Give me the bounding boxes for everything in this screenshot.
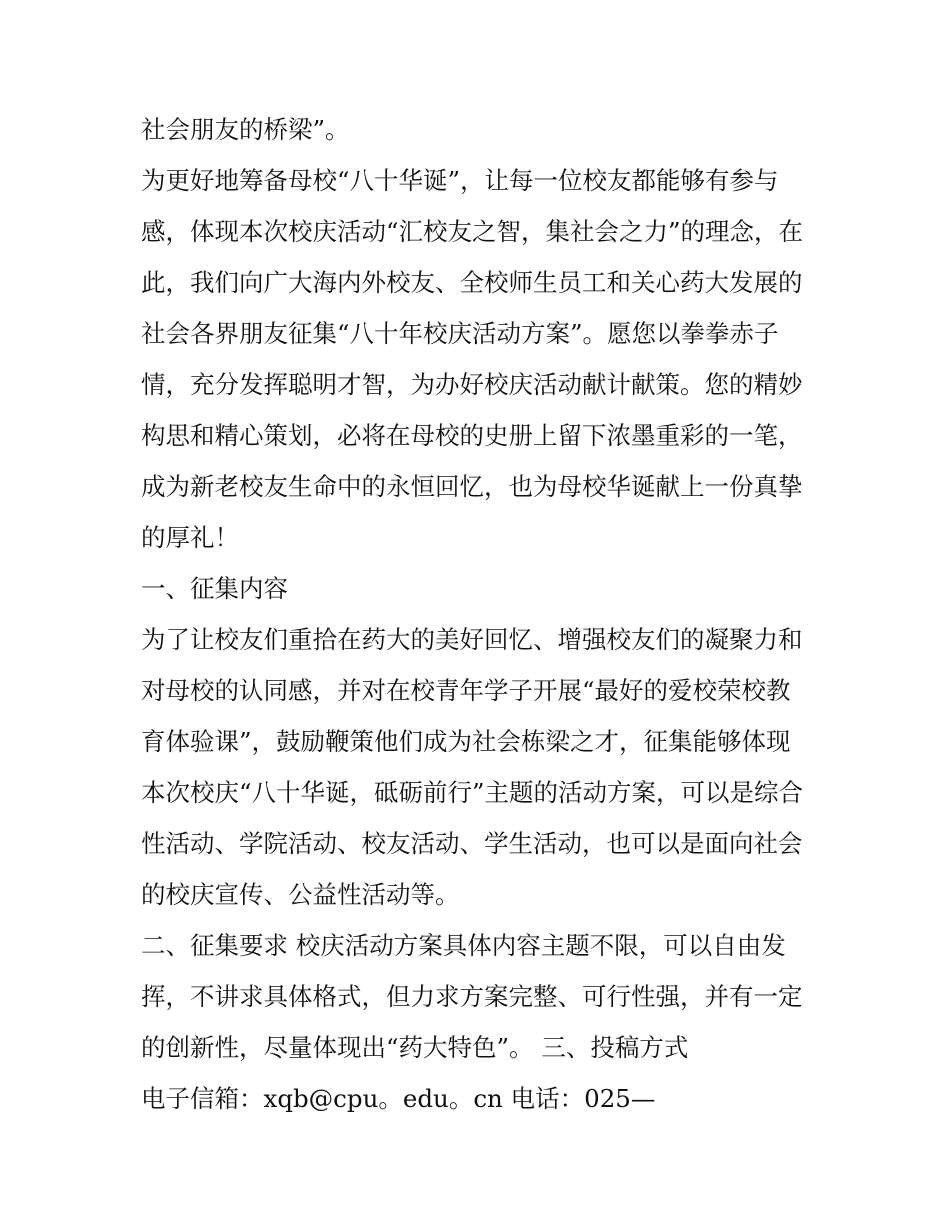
text-line: 本次校庆“八十华诞，砥砺前行”主题的活动方案，可以是综合 <box>141 778 804 807</box>
text-line: 成为新老校友生命中的永恒回忆，也为母校华诞献上一份真挚 <box>141 472 803 501</box>
text-line: 挥，不讲求具体格式，但力求方案完整、可行性强，并有一定 <box>141 982 803 1011</box>
text-line: 感，体现本次校庆活动“汇校友之智，集社会之力”的理念，在 <box>141 217 804 246</box>
section-heading-collection-requirements: 二、征集要求 校庆活动方案具体内容主题不限，可以自由发 <box>141 931 786 960</box>
text-line: 情，充分发挥聪明才智，为办好校庆活动献计献策。您的精妙 <box>141 370 803 399</box>
document-body <box>141 104 821 1124</box>
text-line: 对母校的认同感，并对在校青年学子开展“最好的爱校荣校教 <box>141 676 791 705</box>
contact-line: 电子信箱：xqb@cpu。edu。cn 电话：025— <box>141 1084 656 1113</box>
text-line: 此，我们向广大海内外校友、全校师生员工和关心药大发展的 <box>141 268 803 297</box>
text-line: 构思和精心策划，必将在母校的史册上留下浓墨重彩的一笔， <box>141 421 803 450</box>
text-line: 育体验课”，鼓励鞭策他们成为社会栋梁之才，征集能够体现 <box>141 727 791 756</box>
text-line: 性活动、学院活动、校友活动、学生活动，也可以是面向社会 <box>141 829 803 858</box>
text-line: 社会各界朋友征集“八十年校庆活动方案”。愿您以拳拳赤子 <box>141 319 779 348</box>
text-line: 的厚礼！ <box>141 523 239 552</box>
text-line: 为了让校友们重拾在药大的美好回忆、增强校友们的凝聚力和 <box>141 625 803 654</box>
text-line: 的校庆宣传、公益性活动等。 <box>141 880 460 909</box>
text-line: 为更好地筹备母校“八十华诞”，让每一位校友都能够有参与 <box>141 166 779 195</box>
text-line: 社会朋友的桥梁”。 <box>141 115 350 144</box>
text-line: 的创新性，尽量体现出“药大特色”。 三、投稿方式 <box>141 1033 689 1062</box>
section-heading-collection-content: 一、征集内容 <box>141 574 288 603</box>
